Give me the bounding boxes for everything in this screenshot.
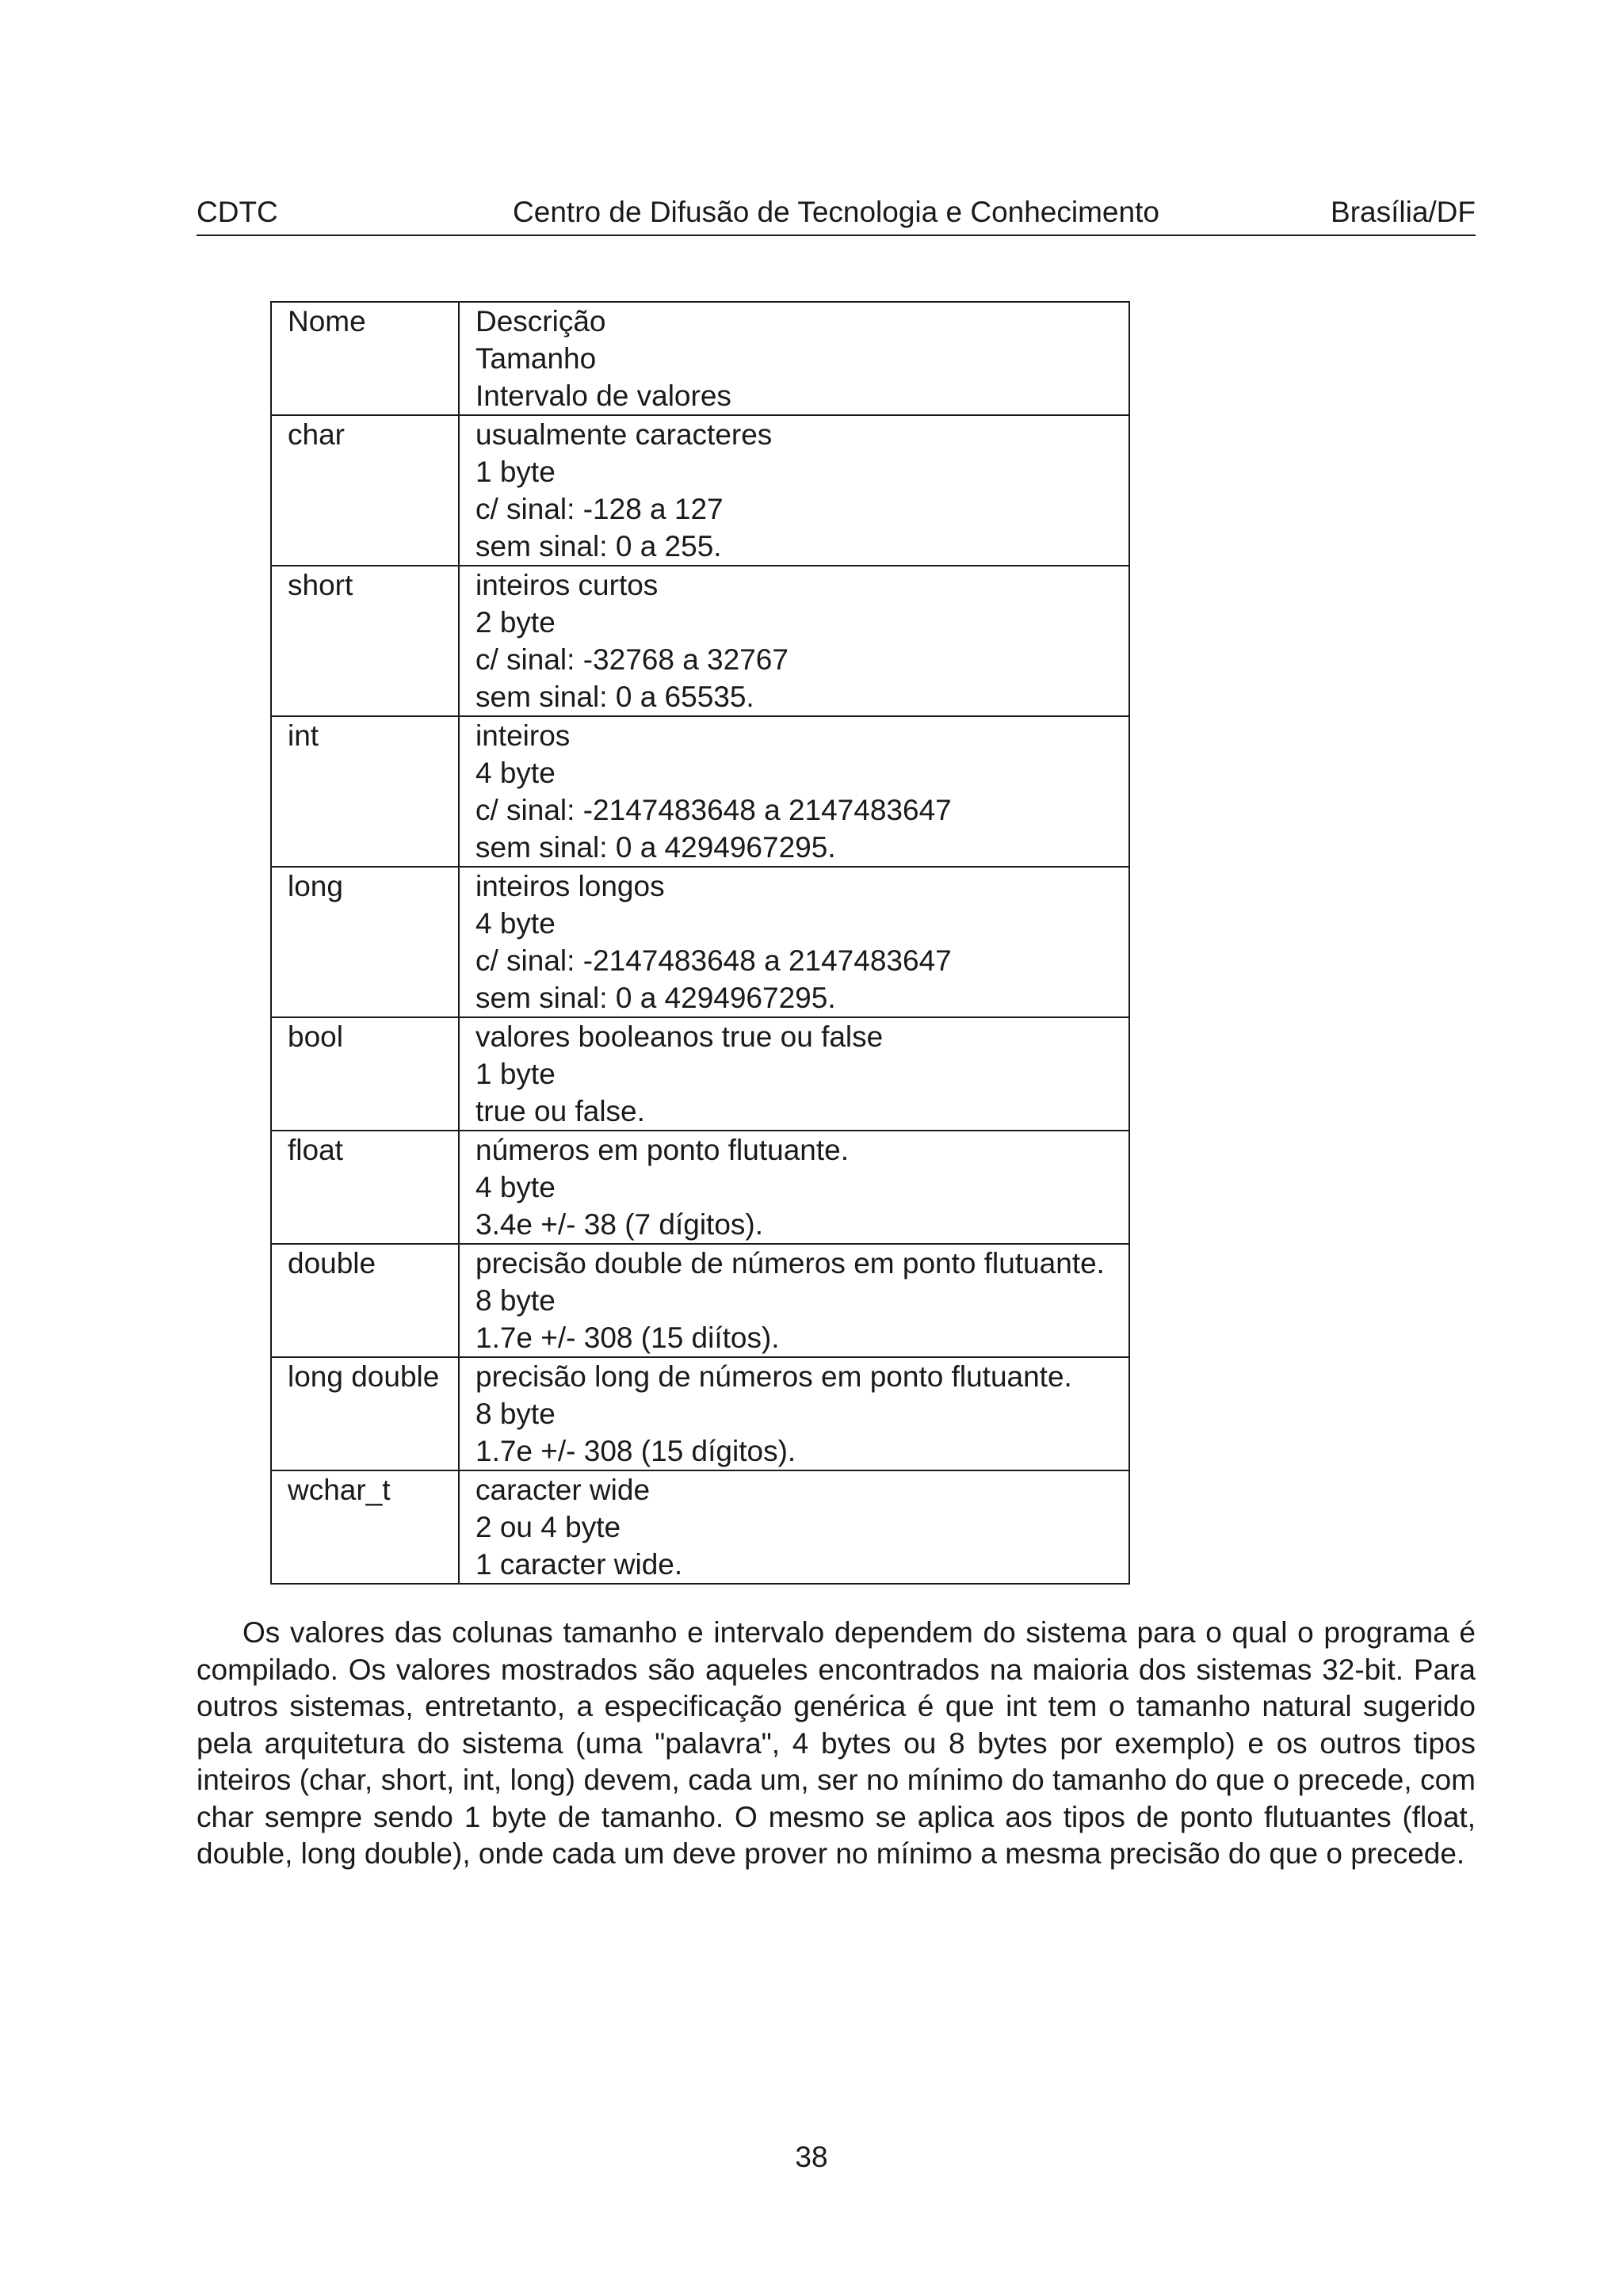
type-name-cell [271,1470,459,1584]
type-name: wchar_t [288,1474,391,1506]
type-description-cell [459,1017,1129,1131]
body-paragraph: Os valores das colunas tamanho e intervalo dependem do sistema para o qual o programa é compilado. Os valores mostrados são aqueles encontrados na maioria dos sistemas 32-bit. Para outros sistemas, entretanto, a especificação genérica é que int tem o tamanho natural sugerido pela arquitetura do sistema (uma "palavra", 4 bytes ou 8 bytes por exemplo) e os outros tipos inteiros (char, short, int, long) devem, cada um, ser no mínimo do tamanho do que o precede, com char sempre sendo 1 byte de tamanho. O mesmo se aplica aos tipos de ponto flutuantes (float, double, long double), onde cada um deve prover no mínimo a mesma precisão do que o precede. [197,1616,1476,1870]
table-header-description [459,302,1129,415]
type-description-line: c/ sinal: -2147483648 a 2147483647 [475,794,952,826]
type-description-line: sem sinal: 0 a 255. [475,530,722,563]
type-description-line: 2 ou 4 byte [475,1511,621,1543]
type-name: short [288,569,353,601]
table-row [271,1470,1129,1584]
type-name-cell [271,415,459,566]
table-row [271,1357,1129,1470]
page-header [197,190,1476,236]
type-description-line: 1 byte [475,1058,556,1090]
type-description-line: 1 caracter wide. [475,1548,683,1581]
type-description-line: 4 byte [475,907,556,940]
type-description-line: c/ sinal: -2147483648 a 2147483647 [475,944,952,977]
type-description-line: 8 byte [475,1398,556,1430]
type-description-line: 3.4e +/- 38 (7 dígitos). [475,1208,764,1241]
type-description-line: c/ sinal: -128 a 127 [475,493,724,525]
header-org-acronym: CDTC [197,196,278,228]
header-location: Brasília/DF [1331,196,1476,228]
type-description-cell [459,1470,1129,1584]
type-name: char [288,418,345,451]
type-description-cell [459,716,1129,867]
data-types-table [270,301,1130,1585]
type-name: long [288,870,343,902]
type-description-line: valores booleanos true ou false [475,1020,884,1053]
type-description-line: true ou false. [475,1095,645,1127]
table-row [271,415,1129,566]
type-description-line: 4 byte [475,1171,556,1203]
type-description-cell [459,867,1129,1017]
table-row [271,1244,1129,1357]
type-description-line: 8 byte [475,1284,556,1317]
type-name: bool [288,1020,343,1053]
header-size-label: Tamanho [475,342,597,375]
table-row [271,716,1129,867]
type-description-line: usualmente caracteres [475,418,773,451]
type-description-cell [459,566,1129,716]
type-description-line: sem sinal: 0 a 4294967295. [475,831,836,864]
type-name-cell [271,566,459,716]
type-description-line: inteiros longos [475,870,665,902]
header-description-label: Descrição [475,305,606,338]
type-name-cell [271,1244,459,1357]
type-name: long double [288,1360,440,1393]
type-description-line: caracter wide [475,1474,651,1506]
type-description-cell [459,1244,1129,1357]
header-name-label: Nome [288,305,366,338]
type-name: double [288,1247,376,1280]
table-row [271,1131,1129,1244]
table-header-row [271,302,1129,415]
type-description-line: sem sinal: 0 a 4294967295. [475,982,836,1014]
type-description-line: 2 byte [475,606,556,639]
type-name-cell [271,716,459,867]
type-name-cell [271,1017,459,1131]
table-row [271,1017,1129,1131]
type-description-line: números em ponto flutuante. [475,1134,850,1166]
header-range-label: Intervalo de valores [475,379,731,412]
page-number: 38 [795,2141,828,2173]
table-header-name [271,302,459,415]
type-description-line: precisão double de números em ponto flutuante. [475,1247,1105,1280]
table-row [271,566,1129,716]
type-description-cell [459,1357,1129,1470]
type-name: float [288,1134,343,1166]
header-org-name: Centro de Difusão de Tecnologia e Conhecimento [513,196,1159,228]
type-name-cell [271,1357,459,1470]
type-description-line: c/ sinal: -32768 a 32767 [475,643,789,676]
type-description-line: 1.7e +/- 308 (15 dígitos). [475,1435,796,1467]
type-description-line: 1.7e +/- 308 (15 diítos). [475,1322,780,1354]
type-name: int [288,719,319,752]
type-name-cell [271,867,459,1017]
type-description-line: sem sinal: 0 a 65535. [475,681,754,713]
type-description-cell [459,1131,1129,1244]
type-description-line: 4 byte [475,757,556,789]
type-description-line: inteiros [475,719,571,752]
type-description-line: 1 byte [475,456,556,488]
type-description-cell [459,415,1129,566]
type-description-line: inteiros curtos [475,569,659,601]
type-description-line: precisão long de números em ponto flutuante. [475,1360,1072,1393]
table-row [271,867,1129,1017]
type-name-cell [271,1131,459,1244]
